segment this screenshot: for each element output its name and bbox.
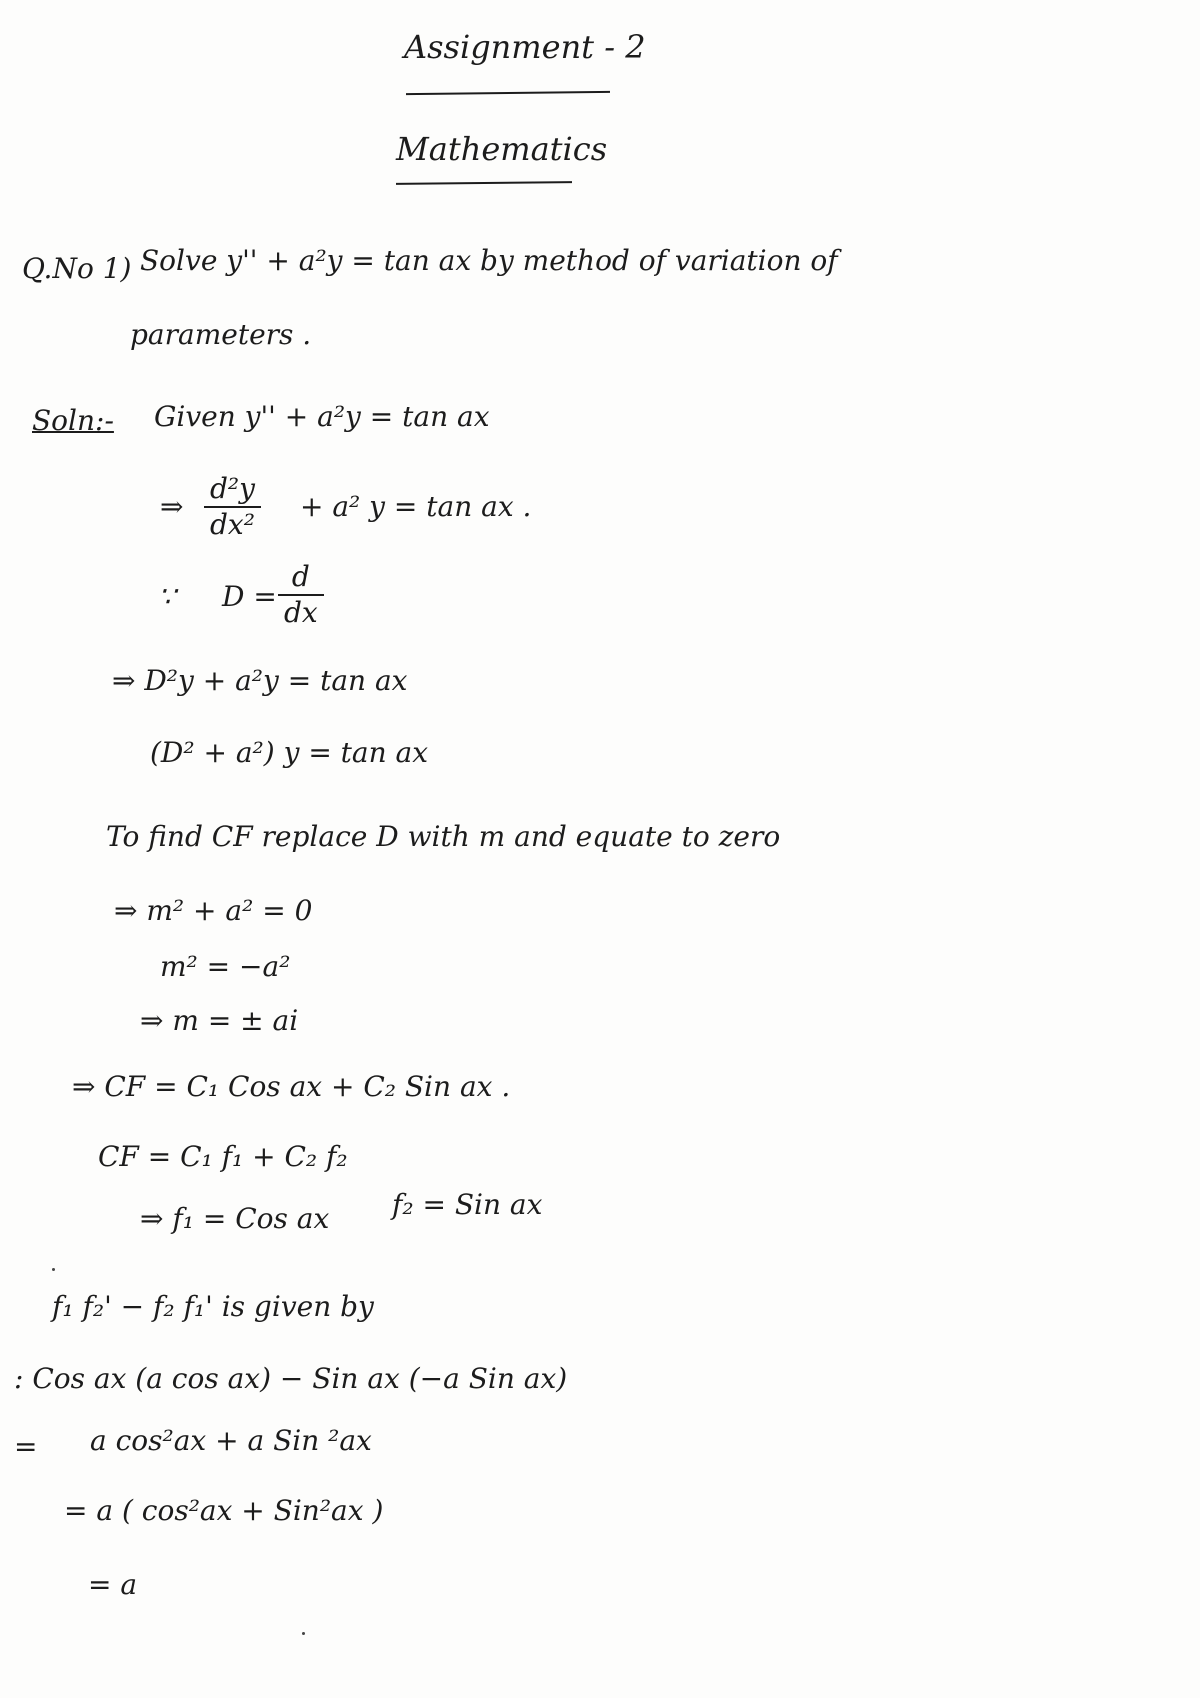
title-underline <box>406 91 610 95</box>
f1-definition: ⇒ f₁ = Cos ax <box>140 1202 330 1235</box>
wronskian-result: = a <box>88 1568 138 1601</box>
cf-general-form: CF = C₁ f₁ + C₂ f₂ <box>98 1140 348 1173</box>
subject-underline <box>396 181 572 185</box>
fraction-numerator: d <box>291 560 310 593</box>
scan-speck <box>302 1632 305 1635</box>
wronskian-equals-mark: = <box>14 1430 38 1463</box>
implies-arrow: ⇒ <box>160 490 184 523</box>
cf-instruction: To find CF replace D with m and equate to zero <box>106 820 781 853</box>
derivative-equation-rest: + a² y = tan ax . <box>300 490 532 523</box>
f2-definition: f₂ = Sin ax <box>392 1188 543 1221</box>
wronskian-step-3: = a ( cos²ax + Sin²ax ) <box>64 1494 384 1527</box>
solution-label: Soln:- <box>32 404 114 437</box>
given-equation: Given y'' + a²y = tan ax <box>154 400 490 433</box>
fraction-denominator: dx² <box>210 508 255 541</box>
assignment-title: Assignment - 2 <box>404 28 646 66</box>
d-dx-fraction <box>278 562 324 628</box>
subject-title: Mathematics <box>396 130 608 168</box>
wronskian-step-1: : Cos ax (a cos ax) − Sin ax (−a Sin ax) <box>14 1362 568 1395</box>
auxiliary-step: m² = −a² <box>160 950 291 983</box>
question-text-cont: parameters . <box>130 318 312 351</box>
complementary-function: ⇒ CF = C₁ Cos ax + C₂ Sin ax . <box>72 1070 511 1103</box>
factored-equation: (D² + a²) y = tan ax <box>150 736 429 769</box>
d-operator-label: D = <box>222 580 277 613</box>
auxiliary-equation: ⇒ m² + a² = 0 <box>114 894 313 927</box>
d2y-dx2-fraction <box>204 474 261 540</box>
fraction-numerator: d²y <box>210 472 255 505</box>
since-symbol: ∵ <box>158 580 176 613</box>
operator-equation: ⇒ D²y + a²y = tan ax <box>112 664 408 697</box>
question-number: Q.No 1) <box>22 252 132 285</box>
auxiliary-roots: ⇒ m = ± ai <box>140 1004 299 1037</box>
scan-speck <box>52 1268 55 1271</box>
wronskian-step-2: a cos²ax + a Sin ²ax <box>90 1424 372 1457</box>
question-text: Solve y'' + a²y = tan ax by method of variation of <box>140 244 838 277</box>
fraction-denominator: dx <box>284 596 318 629</box>
wronskian-intro: f₁ f₂' − f₂ f₁' is given by <box>52 1290 374 1323</box>
